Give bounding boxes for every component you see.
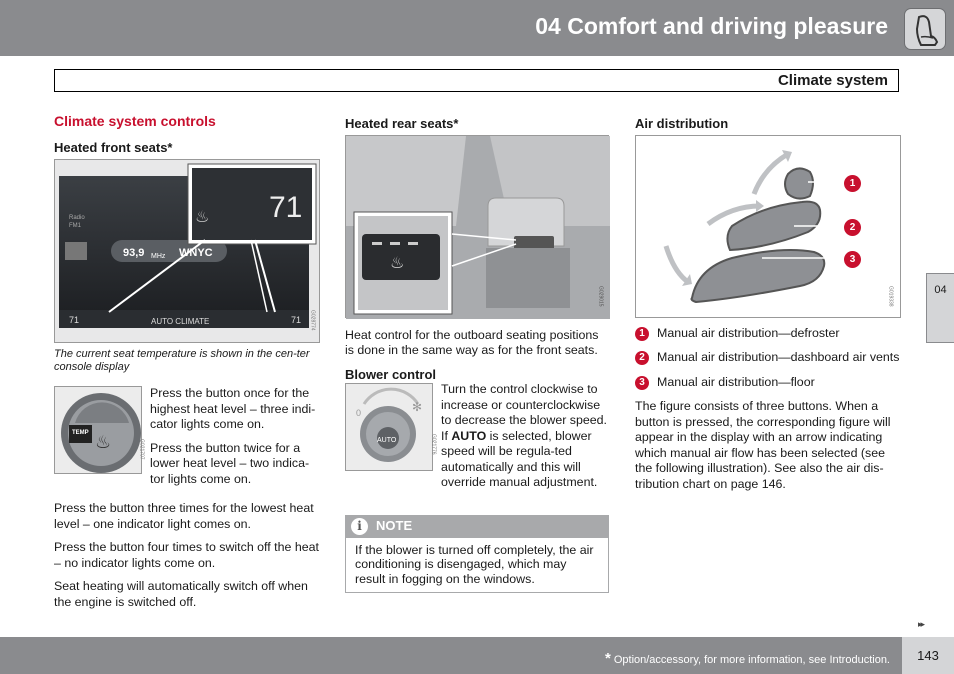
display-station: WNYC: [179, 247, 213, 259]
press-three-times-text: Press the button three times for the lowest heat level – one indicator light comes on.: [54, 501, 314, 531]
list-number: 3: [635, 376, 649, 390]
list-text: Manual air distribution—dashboard air vents: [657, 350, 900, 364]
list-text: Manual air distribution—floor: [657, 374, 815, 389]
display-temp-right: 71: [291, 315, 302, 325]
air-distribution-text: The figure consists of three buttons. When a button is pressed, the corresponding figure will appear in the display with an arrow indicating which manual air flow has been selected (see the following illustration). See also the air dis-tribution chart on page 146.: [635, 399, 891, 491]
seat-icon: [904, 8, 946, 50]
display-temp-left: 71: [69, 315, 80, 325]
blower-control-heading: Blower control: [345, 366, 437, 382]
seat-heat-icon: ♨: [195, 209, 210, 226]
press-four-times-text: Press the button four times to switch off the heat – no indicator lights come on.: [54, 540, 319, 570]
blower-knob-figure: [345, 383, 437, 471]
center-display-figure: [54, 159, 320, 343]
list-item: [635, 350, 901, 366]
seat-button-block: [54, 386, 320, 495]
footer-note: [605, 650, 890, 667]
list-number: 1: [635, 327, 649, 341]
chapter-side-tab: 04: [926, 273, 954, 343]
chapter-title: 04 Comfort and driving pleasure: [535, 13, 888, 39]
display-frequency: 93,9: [123, 247, 145, 259]
heated-rear-seats-heading: Heated rear seats*: [345, 116, 459, 131]
climate-controls-heading: Climate system controls: [54, 113, 216, 129]
rear-console-figure: [345, 135, 609, 318]
air-distribution-heading: Air distribution: [635, 116, 729, 131]
blower-zero-mark: 0: [356, 408, 362, 418]
display-caption: The current seat temperature is shown in the cen-ter console display: [54, 348, 310, 373]
press-twice-text: Press the button twice for a lower heat level – two indica-tor lights come on.: [150, 440, 310, 486]
rear-seat-text: Heat control for the outboard seating positions is done in the same way as for the front seats.: [345, 327, 599, 357]
display-label-radio: Radio: [69, 215, 85, 221]
display-label-band: FM1: [69, 223, 81, 229]
button-figure-id: G021707: [138, 439, 145, 460]
next-page-marker: ▸▸: [918, 619, 924, 629]
column-heated-rear-seats: [345, 114, 609, 593]
auto-off-text: Seat heating will automatically switch off when the engine is switched off.: [54, 579, 308, 609]
footnote-text: Option/accessory, for more information, see Introduction.: [613, 654, 890, 666]
rear-figure-id: G029015: [597, 285, 604, 307]
zoom-temp-value: 71: [269, 191, 303, 224]
page-footer: [0, 637, 954, 674]
blower-figure-id: G021776: [430, 434, 437, 455]
air-figure-id: G019338: [887, 285, 894, 307]
air-distribution-figure: [635, 135, 901, 318]
fan-icon: ✻: [412, 400, 423, 414]
display-unit: MHz: [151, 253, 166, 260]
list-text: Manual air distribution—defroster: [657, 325, 840, 340]
info-icon: i: [351, 518, 368, 535]
auto-word: AUTO: [451, 428, 487, 443]
note-title: NOTE: [376, 518, 413, 534]
seat-heat-button-figure: [54, 386, 145, 474]
seat-heat-button-icon: ♨: [95, 432, 112, 452]
footnote-star: *: [604, 650, 611, 667]
note-body: If the blower is turned off completely, the air conditioning is disengaged, which may result in fogging on the windows.: [345, 538, 609, 594]
page-header: [0, 0, 954, 56]
note-box: [345, 515, 609, 594]
page-number: 143: [902, 637, 954, 674]
list-item: [635, 326, 901, 342]
display-mode: AUTO CLIMATE: [151, 317, 210, 326]
list-item: [635, 375, 901, 391]
temp-button-label: TEMP: [69, 425, 92, 443]
blower-text: Turn the control clockwise to increase or counterclockwise to decrease the blower speed. If AUTO is selected, blower speed will be regula-ted automatically and this will override manual adjustment.: [441, 382, 608, 489]
figure-id: G028774: [309, 310, 316, 331]
rear-seat-heat-icon: ♨: [390, 254, 405, 272]
section-bar: [54, 69, 899, 92]
column-air-distribution: [635, 114, 901, 500]
list-number: 2: [635, 351, 649, 365]
note-header: [345, 515, 609, 538]
callout-3: 3: [844, 251, 861, 268]
heated-front-seats-heading: Heated front seats*: [54, 139, 173, 155]
auto-knob-label: AUTO: [377, 437, 397, 444]
column-heated-front-seats: [54, 114, 320, 618]
callout-1: 1: [844, 175, 861, 192]
callout-2: 2: [844, 219, 861, 236]
blower-block: [345, 382, 609, 499]
section-title: Climate system: [777, 72, 888, 89]
press-once-text: Press the button once for the highest heat level – three indi-cator lights come on.: [150, 386, 316, 431]
air-distribution-list: [635, 326, 901, 391]
